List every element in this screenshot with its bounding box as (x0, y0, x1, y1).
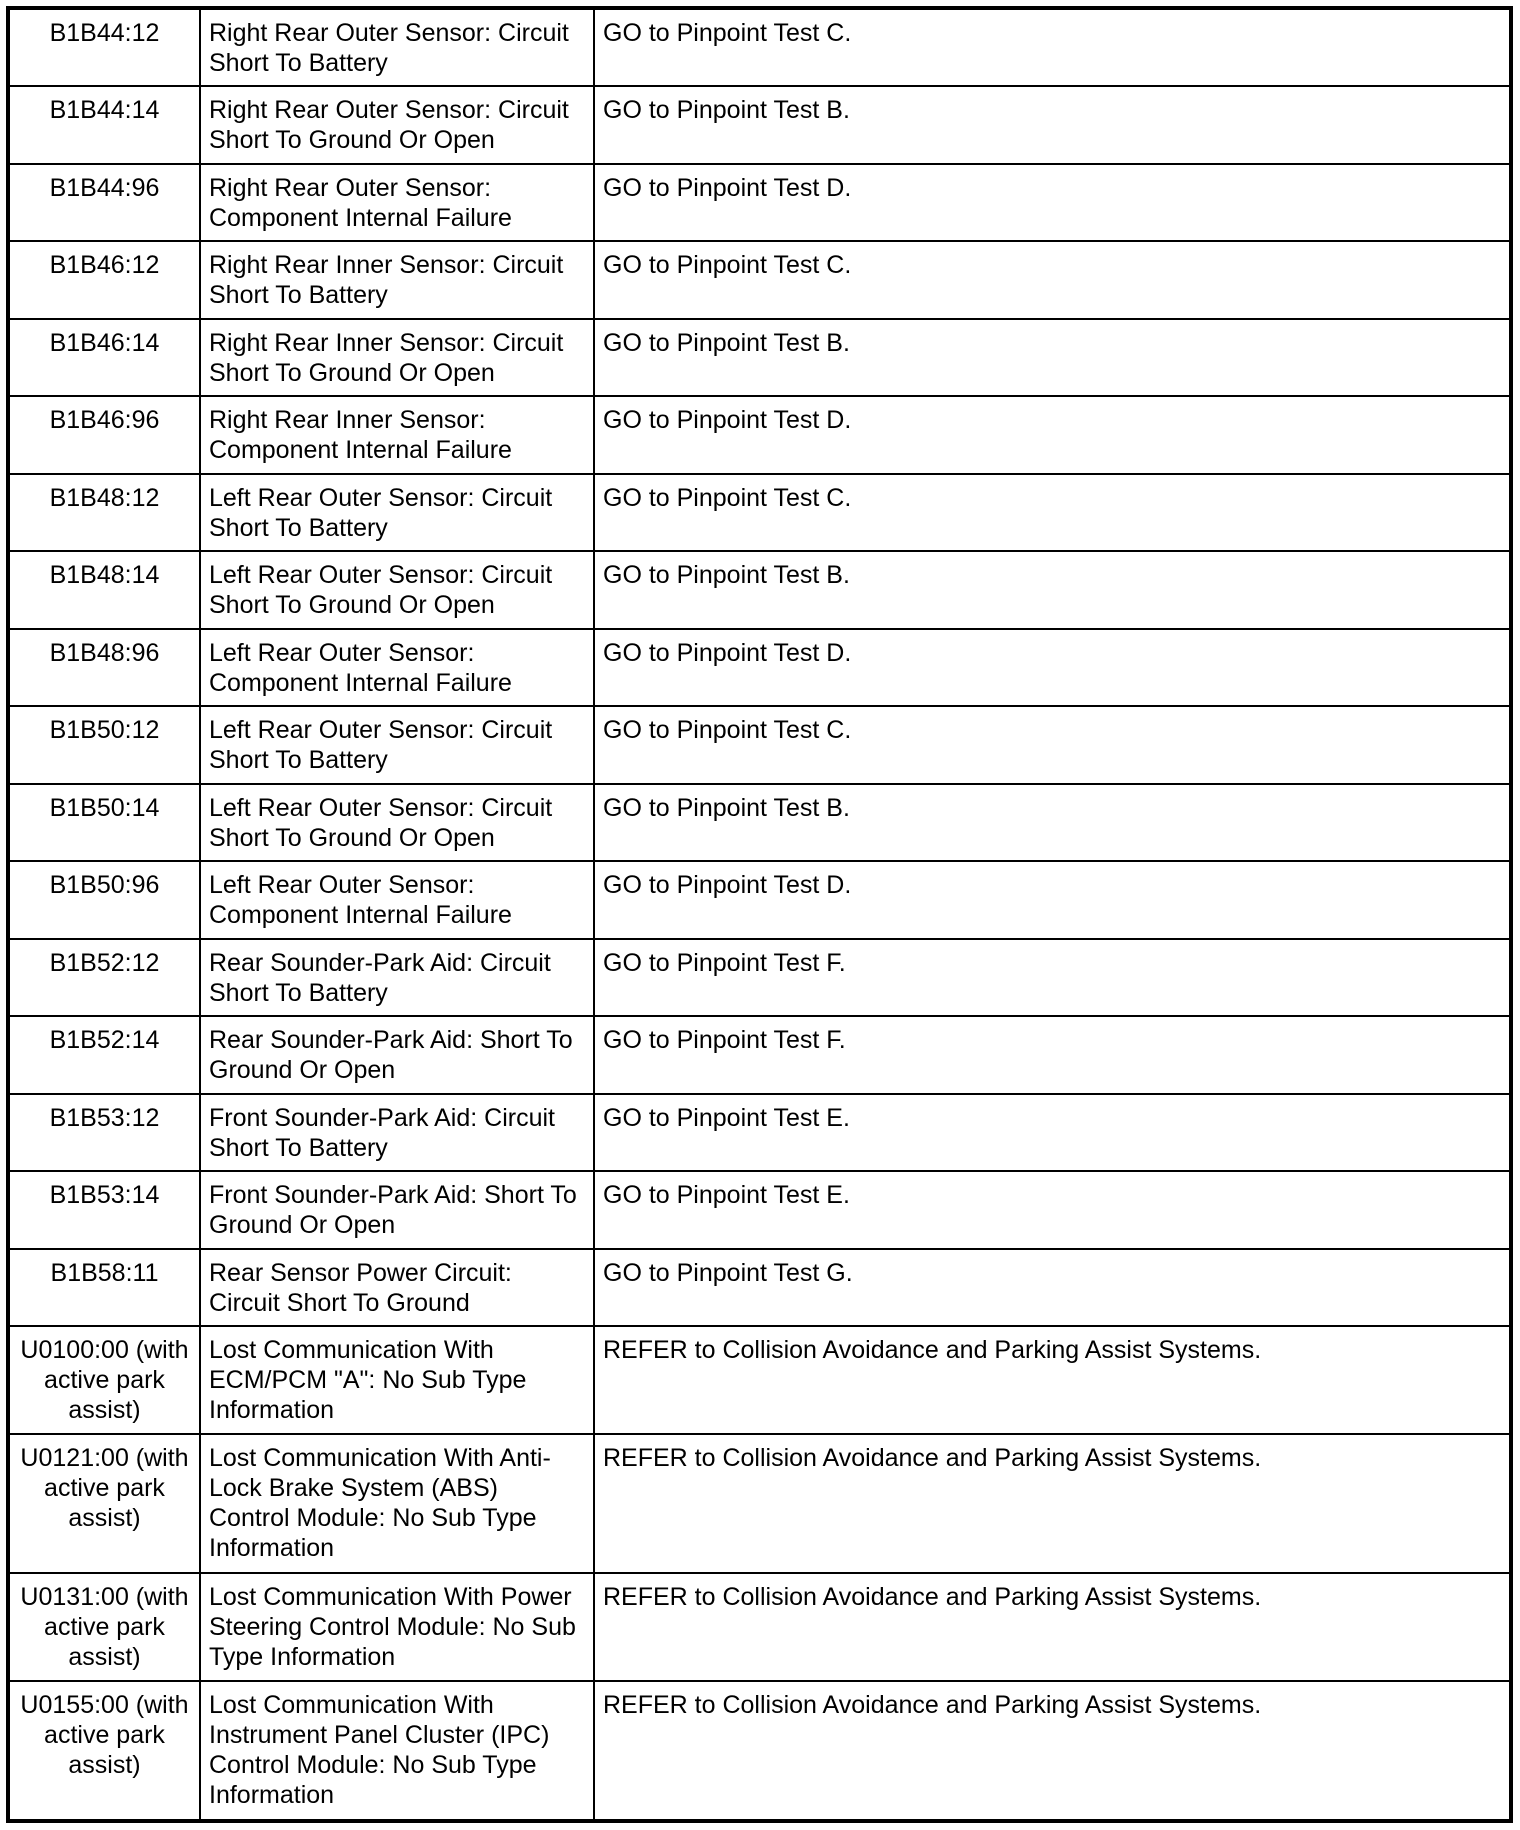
dtc-code-cell: B1B46:12 (10, 241, 200, 318)
dtc-action-cell: GO to Pinpoint Test G. (594, 1249, 1509, 1326)
table-row (10, 10, 1509, 86)
dtc-code-cell: B1B53:14 (10, 1171, 200, 1248)
dtc-description-cell: Left Rear Outer Sensor: Circuit Short To Ground Or Open (200, 784, 594, 861)
table-row (10, 474, 1509, 551)
table-row (10, 1434, 1509, 1573)
dtc-action-cell: GO to Pinpoint Test D. (594, 629, 1509, 706)
dtc-action-cell: GO to Pinpoint Test C. (594, 241, 1509, 318)
dtc-description-cell: Rear Sensor Power Circuit: Circuit Short To Ground (200, 1249, 594, 1326)
dtc-description-cell: Left Rear Outer Sensor: Circuit Short To Ground Or Open (200, 551, 594, 628)
dtc-action-cell: GO to Pinpoint Test C. (594, 10, 1509, 86)
dtc-code-cell: B1B50:14 (10, 784, 200, 861)
dtc-table (10, 10, 1509, 1819)
table-row (10, 86, 1509, 163)
dtc-description-cell: Left Rear Outer Sensor: Circuit Short To Battery (200, 706, 594, 783)
dtc-description-cell: Left Rear Outer Sensor: Component Internal Failure (200, 629, 594, 706)
dtc-description-cell: Front Sounder-Park Aid: Short To Ground Or Open (200, 1171, 594, 1248)
dtc-action-cell: GO to Pinpoint Test E. (594, 1171, 1509, 1248)
dtc-code-cell: B1B52:14 (10, 1016, 200, 1093)
dtc-code-cell: B1B44:96 (10, 164, 200, 241)
table-row (10, 1094, 1509, 1171)
dtc-description-cell: Lost Communication With Power Steering Control Module: No Sub Type Information (200, 1573, 594, 1681)
dtc-action-cell: GO to Pinpoint Test D. (594, 861, 1509, 938)
dtc-description-cell: Lost Communication With Anti-Lock Brake System (ABS) Control Module: No Sub Type Information (200, 1434, 594, 1573)
dtc-code-cell: U0100:00 (with active park assist) (10, 1326, 200, 1434)
dtc-action-cell: REFER to Collision Avoidance and Parking Assist Systems. (594, 1573, 1509, 1681)
dtc-code-cell: U0121:00 (with active park assist) (10, 1434, 200, 1573)
table-row (10, 241, 1509, 318)
dtc-action-cell: GO to Pinpoint Test B. (594, 784, 1509, 861)
dtc-action-cell: REFER to Collision Avoidance and Parking Assist Systems. (594, 1434, 1509, 1573)
dtc-description-cell: Right Rear Inner Sensor: Circuit Short To Ground Or Open (200, 319, 594, 396)
table-row (10, 784, 1509, 861)
dtc-action-cell: GO to Pinpoint Test D. (594, 396, 1509, 473)
dtc-action-cell: GO to Pinpoint Test B. (594, 551, 1509, 628)
table-row (10, 396, 1509, 473)
dtc-action-cell: REFER to Collision Avoidance and Parking Assist Systems. (594, 1326, 1509, 1434)
table-row (10, 1171, 1509, 1248)
table-row (10, 164, 1509, 241)
dtc-description-cell: Right Rear Inner Sensor: Circuit Short To Battery (200, 241, 594, 318)
dtc-description-cell: Right Rear Outer Sensor: Component Internal Failure (200, 164, 594, 241)
table-row (10, 706, 1509, 783)
table-row (10, 1249, 1509, 1326)
dtc-table-body (10, 10, 1509, 1819)
dtc-action-cell: GO to Pinpoint Test B. (594, 86, 1509, 163)
dtc-code-cell: B1B50:12 (10, 706, 200, 783)
dtc-action-cell: GO to Pinpoint Test F. (594, 939, 1509, 1016)
dtc-code-cell: B1B50:96 (10, 861, 200, 938)
dtc-description-cell: Right Rear Outer Sensor: Circuit Short To Battery (200, 10, 594, 86)
table-row (10, 1326, 1509, 1434)
dtc-code-cell: B1B53:12 (10, 1094, 200, 1171)
dtc-description-cell: Rear Sounder-Park Aid: Circuit Short To Battery (200, 939, 594, 1016)
table-row (10, 629, 1509, 706)
table-row (10, 1016, 1509, 1093)
dtc-code-cell: B1B48:96 (10, 629, 200, 706)
dtc-description-cell: Lost Communication With Instrument Panel Cluster (IPC) Control Module: No Sub Type Information (200, 1681, 594, 1819)
dtc-action-cell: GO to Pinpoint Test C. (594, 474, 1509, 551)
dtc-code-cell: B1B44:12 (10, 10, 200, 86)
dtc-description-cell: Rear Sounder-Park Aid: Short To Ground Or Open (200, 1016, 594, 1093)
table-row (10, 939, 1509, 1016)
dtc-description-cell: Left Rear Outer Sensor: Component Internal Failure (200, 861, 594, 938)
dtc-action-cell: GO to Pinpoint Test D. (594, 164, 1509, 241)
table-row (10, 1573, 1509, 1681)
dtc-action-cell: GO to Pinpoint Test E. (594, 1094, 1509, 1171)
dtc-code-cell: U0131:00 (with active park assist) (10, 1573, 200, 1681)
dtc-code-cell: B1B48:12 (10, 474, 200, 551)
table-row (10, 319, 1509, 396)
dtc-code-cell: B1B52:12 (10, 939, 200, 1016)
table-row (10, 1681, 1509, 1819)
dtc-action-cell: REFER to Collision Avoidance and Parking Assist Systems. (594, 1681, 1509, 1819)
dtc-description-cell: Left Rear Outer Sensor: Circuit Short To Battery (200, 474, 594, 551)
table-row (10, 861, 1509, 938)
dtc-code-cell: B1B44:14 (10, 86, 200, 163)
dtc-code-cell: B1B46:96 (10, 396, 200, 473)
dtc-action-cell: GO to Pinpoint Test B. (594, 319, 1509, 396)
dtc-description-cell: Right Rear Inner Sensor: Component Internal Failure (200, 396, 594, 473)
dtc-description-cell: Front Sounder-Park Aid: Circuit Short To Battery (200, 1094, 594, 1171)
dtc-description-cell: Lost Communication With ECM/PCM "A": No Sub Type Information (200, 1326, 594, 1434)
dtc-code-cell: B1B46:14 (10, 319, 200, 396)
dtc-action-cell: GO to Pinpoint Test F. (594, 1016, 1509, 1093)
dtc-action-cell: GO to Pinpoint Test C. (594, 706, 1509, 783)
table-row (10, 551, 1509, 628)
dtc-code-cell: U0155:00 (with active park assist) (10, 1681, 200, 1819)
dtc-chart-page (6, 6, 1513, 1823)
dtc-description-cell: Right Rear Outer Sensor: Circuit Short To Ground Or Open (200, 86, 594, 163)
dtc-code-cell: B1B48:14 (10, 551, 200, 628)
dtc-code-cell: B1B58:11 (10, 1249, 200, 1326)
